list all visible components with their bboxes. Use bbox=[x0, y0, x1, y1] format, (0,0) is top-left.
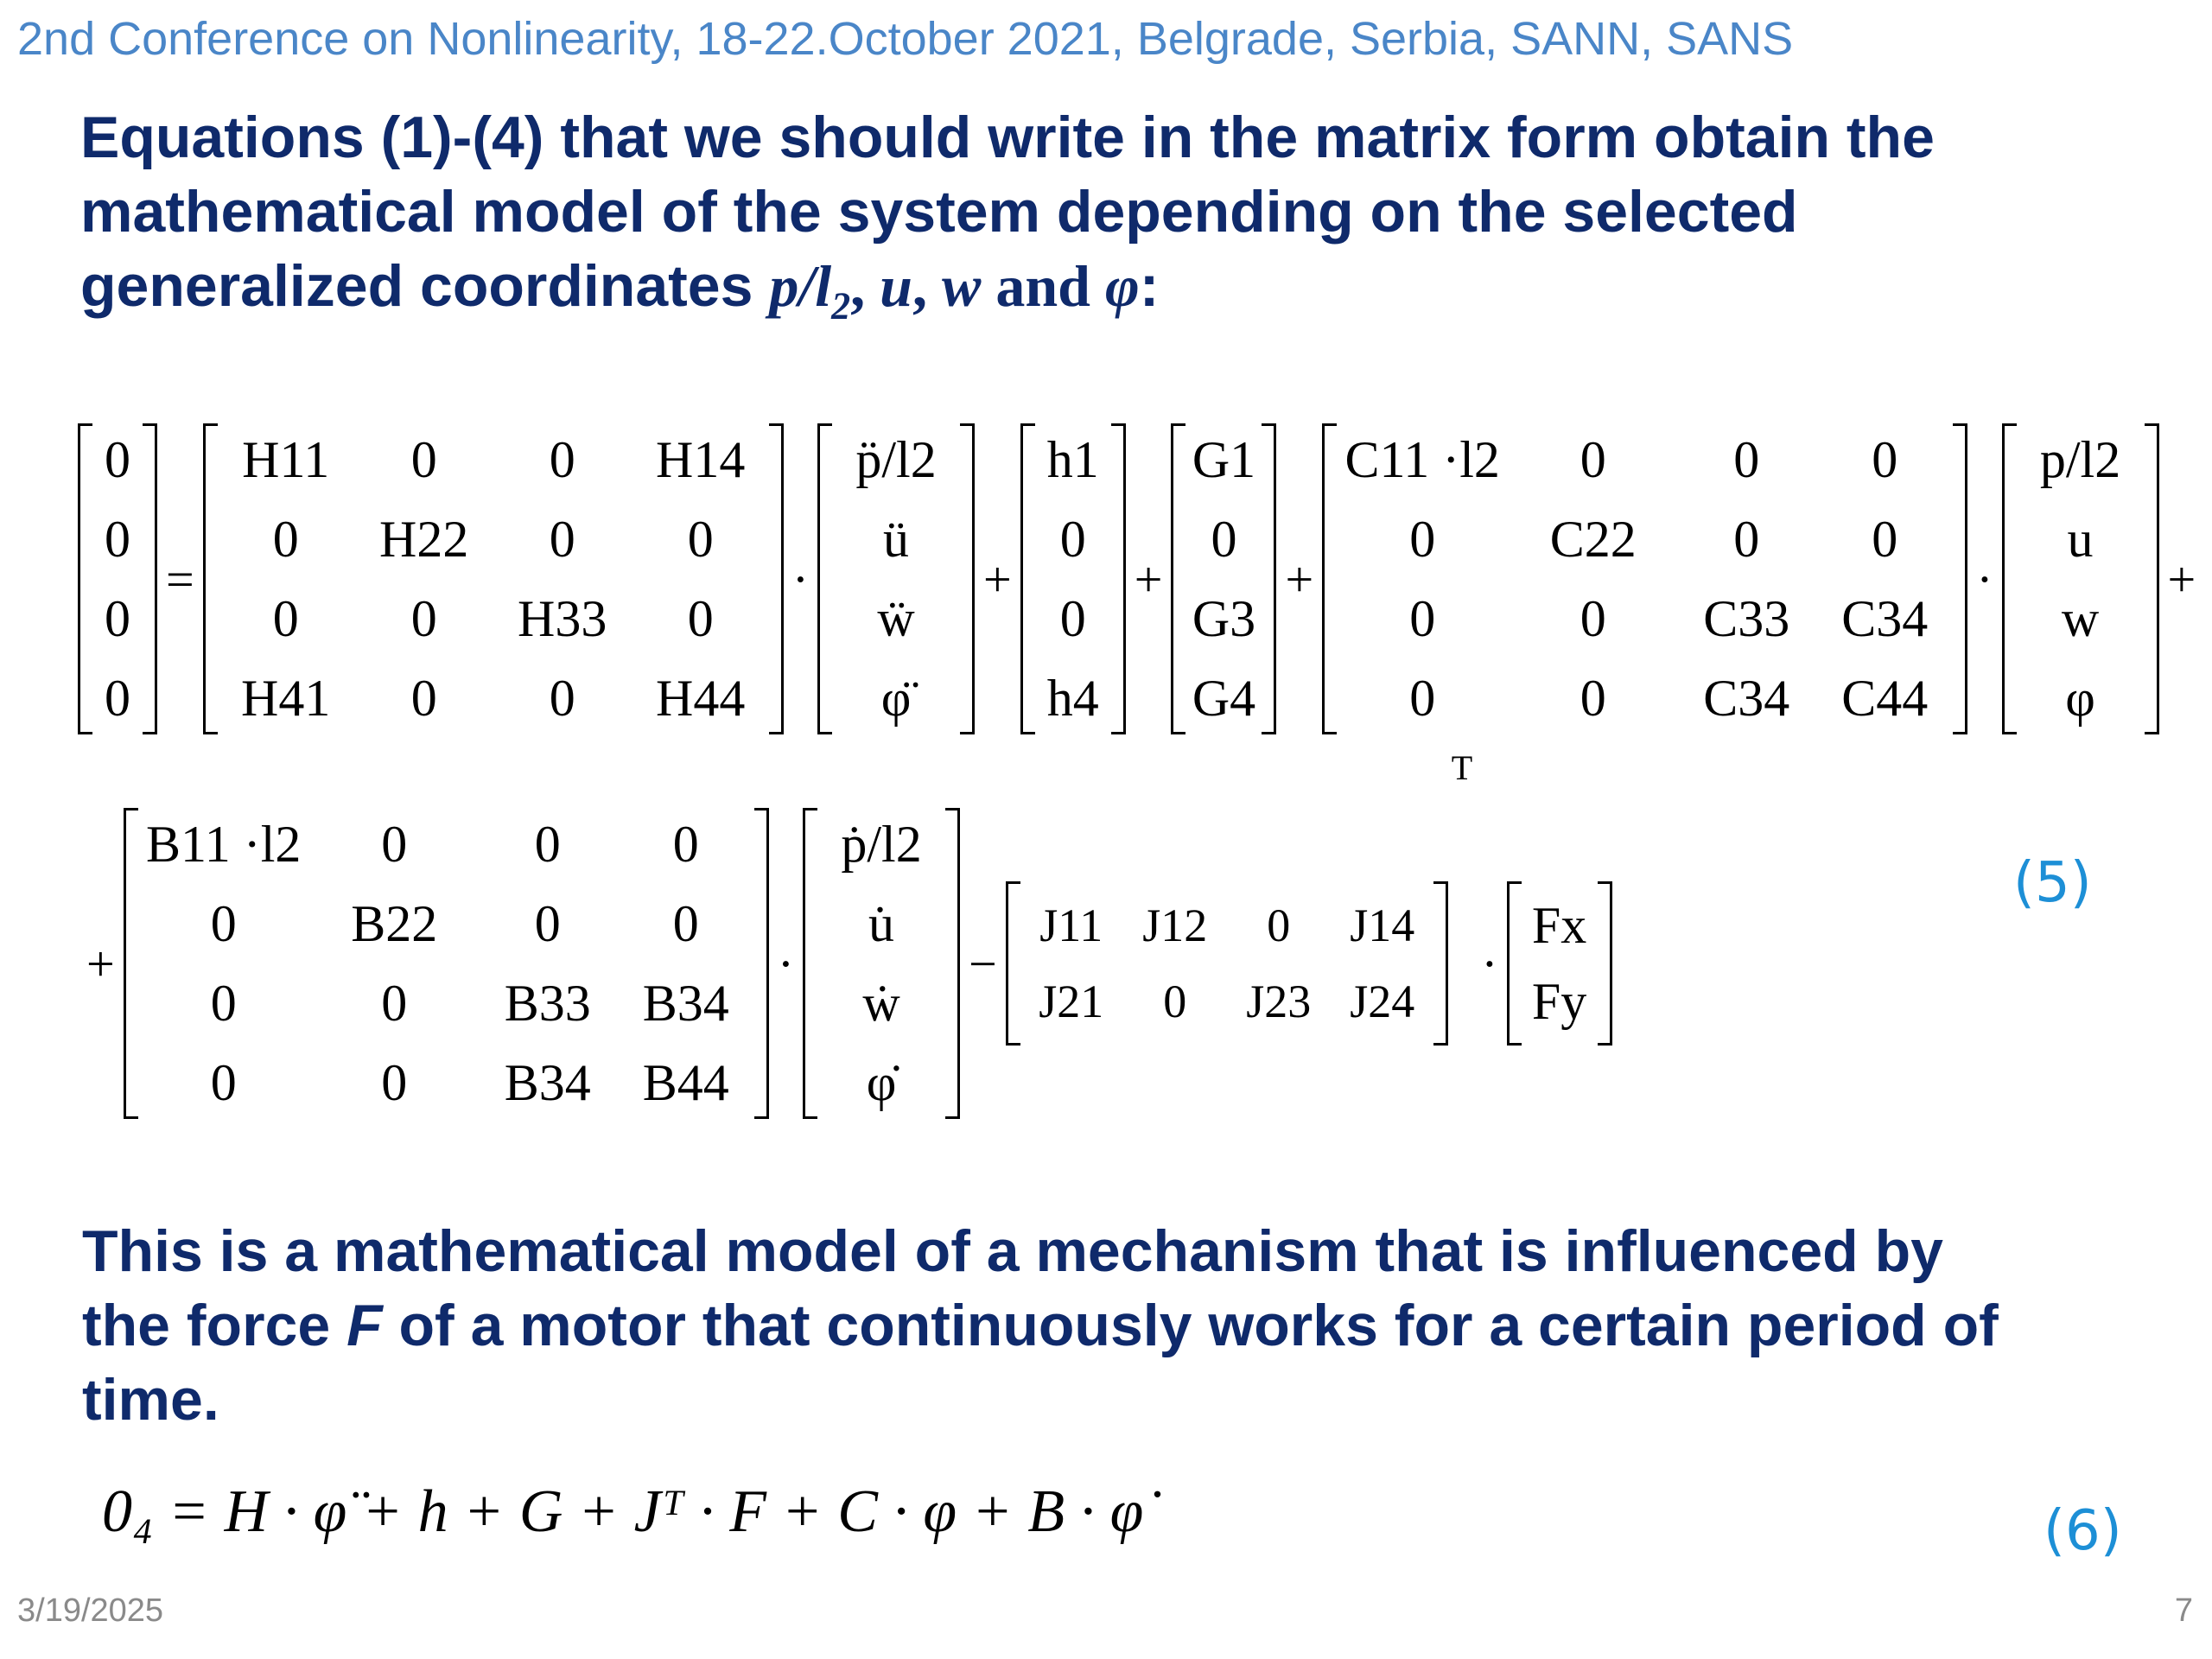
force-vector-F bbox=[1507, 881, 1612, 1046]
dot-operator: · bbox=[1481, 935, 1498, 992]
matrix-cell: 0 bbox=[381, 974, 408, 1032]
matrix-cell: 0 bbox=[410, 669, 437, 727]
matrix-cell: J24 bbox=[1350, 976, 1415, 1027]
vector-cell: ü bbox=[883, 510, 910, 568]
description-line-2-end: of a motor that continuously works for a certain period of bbox=[382, 1293, 1999, 1358]
force-symbol: F bbox=[346, 1293, 383, 1358]
vector-cell: h4 bbox=[1046, 669, 1099, 727]
vector-cell: G3 bbox=[1192, 589, 1256, 647]
coord-p: p/l bbox=[769, 253, 832, 319]
stiffness-matrix-C bbox=[1322, 423, 1967, 734]
vector-cell: φ̇ bbox=[866, 1053, 897, 1111]
matrix-cell: 0 bbox=[381, 815, 408, 873]
matrix-cell: 0 bbox=[105, 430, 130, 488]
model-description-paragraph bbox=[82, 1214, 1999, 1437]
description-line-1: This is a mathematical model of a mechanism that is influenced by bbox=[82, 1218, 1943, 1284]
matrix-cell: B33 bbox=[504, 974, 591, 1032]
matrix-cell: H22 bbox=[379, 510, 469, 568]
equals-sign: = bbox=[166, 550, 194, 607]
matrix-cell: B44 bbox=[642, 1053, 729, 1111]
vector-cell: h1 bbox=[1046, 430, 1099, 488]
equation-5-row-2 bbox=[78, 748, 1612, 1119]
intro-line-3 bbox=[80, 249, 1935, 344]
coord-and: and bbox=[981, 253, 1105, 319]
plus-sign: + bbox=[983, 550, 1012, 607]
acceleration-vector bbox=[817, 423, 975, 734]
matrix-cell: H14 bbox=[656, 430, 746, 488]
page-number: 7 bbox=[2174, 1592, 2193, 1629]
matrix-cell: 0 bbox=[105, 510, 130, 568]
vector-cell: w bbox=[2061, 589, 2100, 647]
matrix-cell: 0 bbox=[549, 430, 575, 488]
matrix-cell: 0 bbox=[549, 669, 575, 727]
matrix-cell: B34 bbox=[642, 974, 729, 1032]
damping-matrix-B bbox=[124, 808, 769, 1119]
matrix-cell: 0 bbox=[1580, 430, 1606, 488]
plus-sign: + bbox=[1285, 550, 1314, 607]
jacobian-matrix-J bbox=[1006, 881, 1448, 1046]
intro-line-2: mathematical model of the system depending on the selected bbox=[80, 179, 1798, 245]
vector-G bbox=[1171, 423, 1276, 734]
matrix-cell: 0 bbox=[272, 510, 299, 568]
matrix-cell: J12 bbox=[1142, 899, 1208, 951]
coord-colon: : bbox=[1139, 253, 1160, 319]
matrix-cell: C22 bbox=[1549, 510, 1637, 568]
vector-h bbox=[1020, 423, 1126, 734]
matrix-cell: 0 bbox=[272, 589, 299, 647]
coord-p-sub: 2 bbox=[831, 284, 851, 327]
matrix-cell: H44 bbox=[656, 669, 746, 727]
matrix-cell: 0 bbox=[1163, 976, 1187, 1027]
equation-number-6: (6) bbox=[2044, 1499, 2122, 1563]
matrix-cell: 0 bbox=[672, 894, 699, 952]
coord-u: u bbox=[880, 253, 912, 319]
conference-header: 2nd Conference on Nonlinearity, 18-22.October 2021, Belgrade, Serbia, SANN, SANS bbox=[17, 13, 1794, 65]
matrix-cell: 0 bbox=[1733, 430, 1760, 488]
matrix-cell: C11 ·l2 bbox=[1344, 430, 1500, 488]
matrix-cell: 0 bbox=[534, 894, 561, 952]
matrix-cell: C34 bbox=[1841, 589, 1929, 647]
matrix-cell: 0 bbox=[1580, 669, 1606, 727]
vector-cell: u̇ bbox=[868, 894, 895, 952]
vector-cell: 0 bbox=[1059, 589, 1086, 647]
matrix-cell: C34 bbox=[1703, 669, 1790, 727]
matrix-cell: 0 bbox=[1733, 510, 1760, 568]
matrix-cell: 0 bbox=[534, 815, 561, 873]
equation-number-5: (5) bbox=[2013, 851, 2092, 915]
vector-cell: Fy bbox=[1531, 972, 1587, 1030]
vector-cell: ṗ/l2 bbox=[841, 815, 922, 873]
matrix-cell: 0 bbox=[105, 669, 130, 727]
matrix-cell: C33 bbox=[1703, 589, 1790, 647]
vector-cell: p̈/l2 bbox=[855, 430, 937, 488]
matrix-cell: 0 bbox=[381, 1053, 408, 1111]
matrix-cell: H33 bbox=[518, 589, 607, 647]
matrix-cell: B34 bbox=[504, 1053, 591, 1111]
matrix-cell: 0 bbox=[687, 589, 714, 647]
vector-cell: Fx bbox=[1531, 896, 1587, 954]
matrix-cell: C44 bbox=[1841, 669, 1929, 727]
vector-cell: G4 bbox=[1192, 669, 1256, 727]
vector-cell: p/l2 bbox=[2039, 430, 2121, 488]
matrix-cell: 0 bbox=[210, 894, 237, 952]
matrix-cell: 0 bbox=[1267, 899, 1291, 951]
vector-cell: G1 bbox=[1192, 430, 1256, 488]
matrix-cell: B22 bbox=[351, 894, 438, 952]
matrix-cell: H41 bbox=[241, 669, 331, 727]
equation-6: 0₄ = H · φ̈ + h + G + Jᵀ · F + C · φ + B · φ̇ bbox=[102, 1478, 1144, 1545]
matrix-cell: 0 bbox=[1409, 589, 1436, 647]
equation-5-row-1 bbox=[78, 423, 2204, 734]
matrix-cell: J14 bbox=[1350, 899, 1415, 951]
vector-cell: ẅ bbox=[877, 589, 915, 647]
matrix-cell: 0 bbox=[1409, 510, 1436, 568]
intro-paragraph bbox=[80, 100, 1935, 344]
matrix-cell: 0 bbox=[410, 589, 437, 647]
matrix-cell: 0 bbox=[210, 1053, 237, 1111]
plus-sign: + bbox=[2167, 550, 2196, 607]
matrix-cell: B11 ·l2 bbox=[145, 815, 302, 873]
matrix-cell: 0 bbox=[1872, 430, 1898, 488]
intro-line-1: Equations (1)-(4) that we should write in the matrix form obtain the bbox=[80, 105, 1935, 170]
matrix-cell: 0 bbox=[1580, 589, 1606, 647]
matrix-cell: J21 bbox=[1039, 976, 1104, 1027]
inertia-matrix-H bbox=[203, 423, 784, 734]
vector-cell: 0 bbox=[1211, 510, 1237, 568]
footer-date: 3/19/2025 bbox=[17, 1592, 164, 1629]
matrix-cell: 0 bbox=[410, 430, 437, 488]
matrix-cell: J11 bbox=[1039, 899, 1103, 951]
vector-cell: 0 bbox=[1059, 510, 1086, 568]
coord-sep-1: , bbox=[850, 253, 880, 319]
matrix-cell: J23 bbox=[1246, 976, 1312, 1027]
matrix-cell: 0 bbox=[210, 974, 237, 1032]
matrix-cell: 0 bbox=[1409, 669, 1436, 727]
intro-line-3-text: generalized coordinates bbox=[80, 253, 770, 319]
coord-sep-2: , bbox=[912, 253, 942, 319]
dot-operator: · bbox=[1976, 550, 1993, 607]
dot-operator: · bbox=[777, 935, 795, 992]
description-line-3: time. bbox=[82, 1367, 219, 1433]
velocity-vector bbox=[803, 808, 960, 1119]
transpose-superscript: T bbox=[1451, 748, 1473, 787]
position-vector bbox=[2002, 423, 2159, 734]
coord-phi: φ bbox=[1104, 253, 1140, 319]
minus-sign: − bbox=[969, 935, 997, 992]
dot-operator: · bbox=[791, 550, 810, 607]
plus-sign: + bbox=[86, 935, 115, 992]
vector-cell: φ̈ bbox=[880, 669, 912, 727]
matrix-cell: H11 bbox=[242, 430, 330, 488]
matrix-cell: 0 bbox=[105, 589, 130, 647]
matrix-cell: 0 bbox=[1872, 510, 1898, 568]
matrix-cell: 0 bbox=[549, 510, 575, 568]
matrix-cell: 0 bbox=[687, 510, 714, 568]
vector-cell: ẇ bbox=[862, 974, 900, 1032]
coord-w: w bbox=[941, 253, 982, 319]
matrix-cell: 0 bbox=[672, 815, 699, 873]
vector-cell: φ bbox=[2065, 669, 2095, 727]
zero-vector bbox=[78, 423, 157, 734]
description-line-2-start: the force bbox=[82, 1293, 347, 1358]
vector-cell: u bbox=[2067, 510, 2094, 568]
plus-sign: + bbox=[1134, 550, 1163, 607]
description-line-2 bbox=[82, 1288, 1999, 1363]
